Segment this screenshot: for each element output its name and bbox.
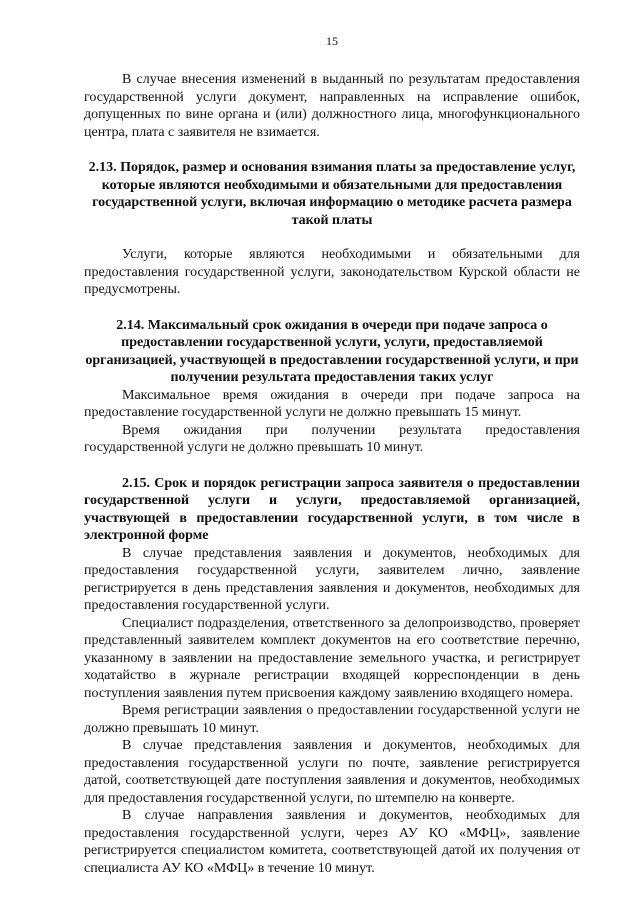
section-2-14-paragraph: Время ожидания при получении результата предоставления государственной услуги не должно превышать 10 минут. <box>84 422 580 455</box>
spacer <box>84 229 580 246</box>
section-2-13-paragraph: Услуги, которые являются необходимыми и обязательными для предоставления государственной услуги, законодательством Курской области не предусмотрены. <box>84 247 580 297</box>
section-2-13 <box>84 159 580 299</box>
section-2-15-paragraph: В случае представления заявления и документов, необходимых для предоставления государственной услуги, заявителем лично, заявление регистрируется в день представления заявления и документов, необходимых для предоставления государственной услуги. <box>84 545 580 613</box>
section-2-14-paragraph: Максимальное время ожидания в очереди при подаче запроса на предоставление государственной услуги не должно превышать 15 минут. <box>84 387 580 420</box>
section-heading-2-15: 2.15. Срок и порядок регистрации запроса заявителя о предоставлении государственной услуги и услуги, предоставляемой организацией, участвующей в предоставлении государственной услуги, в том числе в электронной форме <box>84 475 580 543</box>
section-2-14 <box>84 317 580 457</box>
section-2-15 <box>84 475 580 878</box>
section-2-15-paragraph: В случае представления заявления и документов, необходимых для предоставления государственной услуги по почте, заявление регистрируется датой, соответствующей дате поступления заявления и документов, необходимых для предоставления государственной услуги, по штемпелю на конверте. <box>84 738 580 806</box>
spacer <box>84 141 580 159</box>
intro-paragraph: В случае внесения изменений в выданный по результатам предоставления государственной услуги документ, направленных на исправление ошибок, допущенных по вине органа и (или) должностного лица, многофункционального центра, плата с заявителя не взимается. <box>84 72 580 140</box>
page-number: 15 <box>326 34 338 48</box>
section-heading-2-13: 2.13. Порядок, размер и основания взимания платы за предоставление услуг, которые являются необходимыми и обязательными для предоставления государственной услуги, включая информацию о методике расчета размера такой платы <box>88 160 576 228</box>
section-heading-2-14: 2.14. Максимальный срок ожидания в очереди при подаче запроса о предоставлении государственной услуги, услуги, предоставляемой организацией, участвующей в предоставлении государственной услуги, и при получении результата предоставления таких услуг <box>85 317 579 385</box>
spacer <box>84 457 580 475</box>
spacer <box>84 299 580 317</box>
section-2-15-paragraph: Время регистрации заявления о предоставлении государственной услуги не должно превышать 10 минут. <box>84 703 580 736</box>
section-2-15-paragraph: В случае направления заявления и документов, необходимых для предоставления государственной услуги, через АУ КО «МФЦ», заявление регистрируется специалистом комитета, соответствующей датой их получения от специалиста АУ КО «МФЦ» в течение 10 минут. <box>84 808 580 876</box>
section-2-15-paragraph: Специалист подразделения, ответственного за делопроизводство, проверяет представленный заявителем комплект документов на его соответствие перечню, указанному в заявлении на предоставление земельного участка, и регистрирует ходатайство в журнале регистрации входящей корреспонденции в день поступления заявления путем присвоения каждому заявлению входящего номера. <box>84 615 580 701</box>
